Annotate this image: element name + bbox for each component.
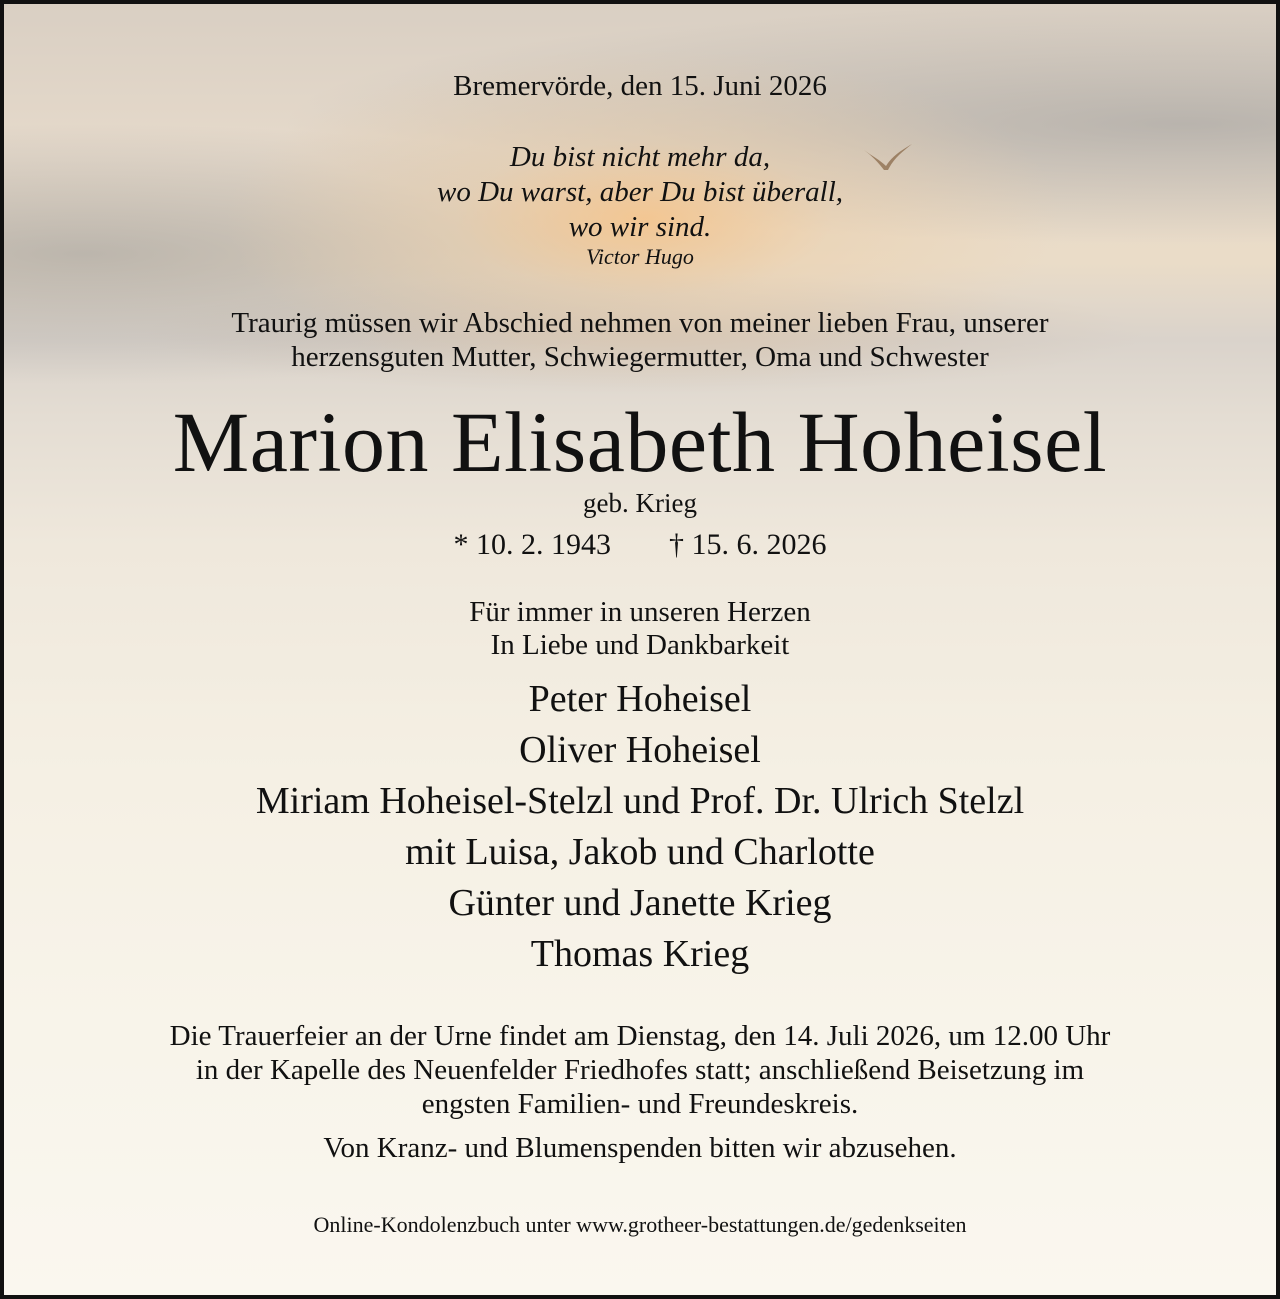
death-date: † 15. 6. 2026 (669, 528, 827, 561)
deceased-name: Marion Elisabeth Hoheisel (172, 394, 1108, 490)
motto (4, 596, 1276, 662)
quote (4, 140, 1276, 245)
ceremony-line: Die Trauerfeier an der Urne findet am Dienstag, den 14. Juli 2026, um 12.00 Uhr (169, 1020, 1111, 1052)
mourners-list (4, 674, 1276, 980)
online-condolence: Online-Kondolenzbuch unter www.grotheer-bestattungen.de/gedenkseiten (313, 1212, 967, 1237)
birth-date: * 10. 2. 1943 (453, 528, 611, 561)
mourner: Oliver Hoheisel (519, 729, 761, 771)
mourner: mit Luisa, Jakob und Charlotte (405, 831, 875, 873)
intro-text (4, 306, 1276, 374)
mourner: Günter und Janette Krieg (448, 882, 832, 924)
motto-line: In Liebe und Dankbarkeit (490, 629, 790, 661)
place-date: Bremervörde, den 15. Juni 2026 (453, 70, 827, 102)
intro-line: herzensguten Mutter, Schwiegermutter, Oma und Schwester (291, 341, 989, 373)
life-dates (4, 528, 1276, 562)
intro-line: Traurig müssen wir Abschied nehmen von meiner lieben Frau, unserer (231, 307, 1049, 339)
quote-line: wo Du warst, aber Du bist überall, (436, 176, 844, 208)
mourner: Thomas Krieg (530, 933, 750, 975)
ceremony-line: in der Kapelle des Neuenfelder Friedhofes statt; anschließend Beisetzung im (195, 1054, 1085, 1086)
motto-line: Für immer in unseren Herzen (469, 596, 811, 628)
quote-line: Du bist nicht mehr da, (509, 141, 771, 173)
ceremony-line: engsten Familien- und Freundeskreis. (421, 1088, 859, 1120)
mourner: Miriam Hoheisel-Stelzl und Prof. Dr. Ulrich Stelzl (255, 780, 1025, 822)
quote-line: wo wir sind. (568, 211, 712, 243)
ceremony-info (4, 1019, 1276, 1121)
quote-author: Victor Hugo (586, 244, 694, 269)
mourner: Peter Hoheisel (528, 678, 752, 720)
flowers-request: Von Kranz- und Blumenspenden bitten wir abzusehen. (323, 1132, 957, 1164)
maiden-name: geb. Krieg (583, 488, 697, 518)
